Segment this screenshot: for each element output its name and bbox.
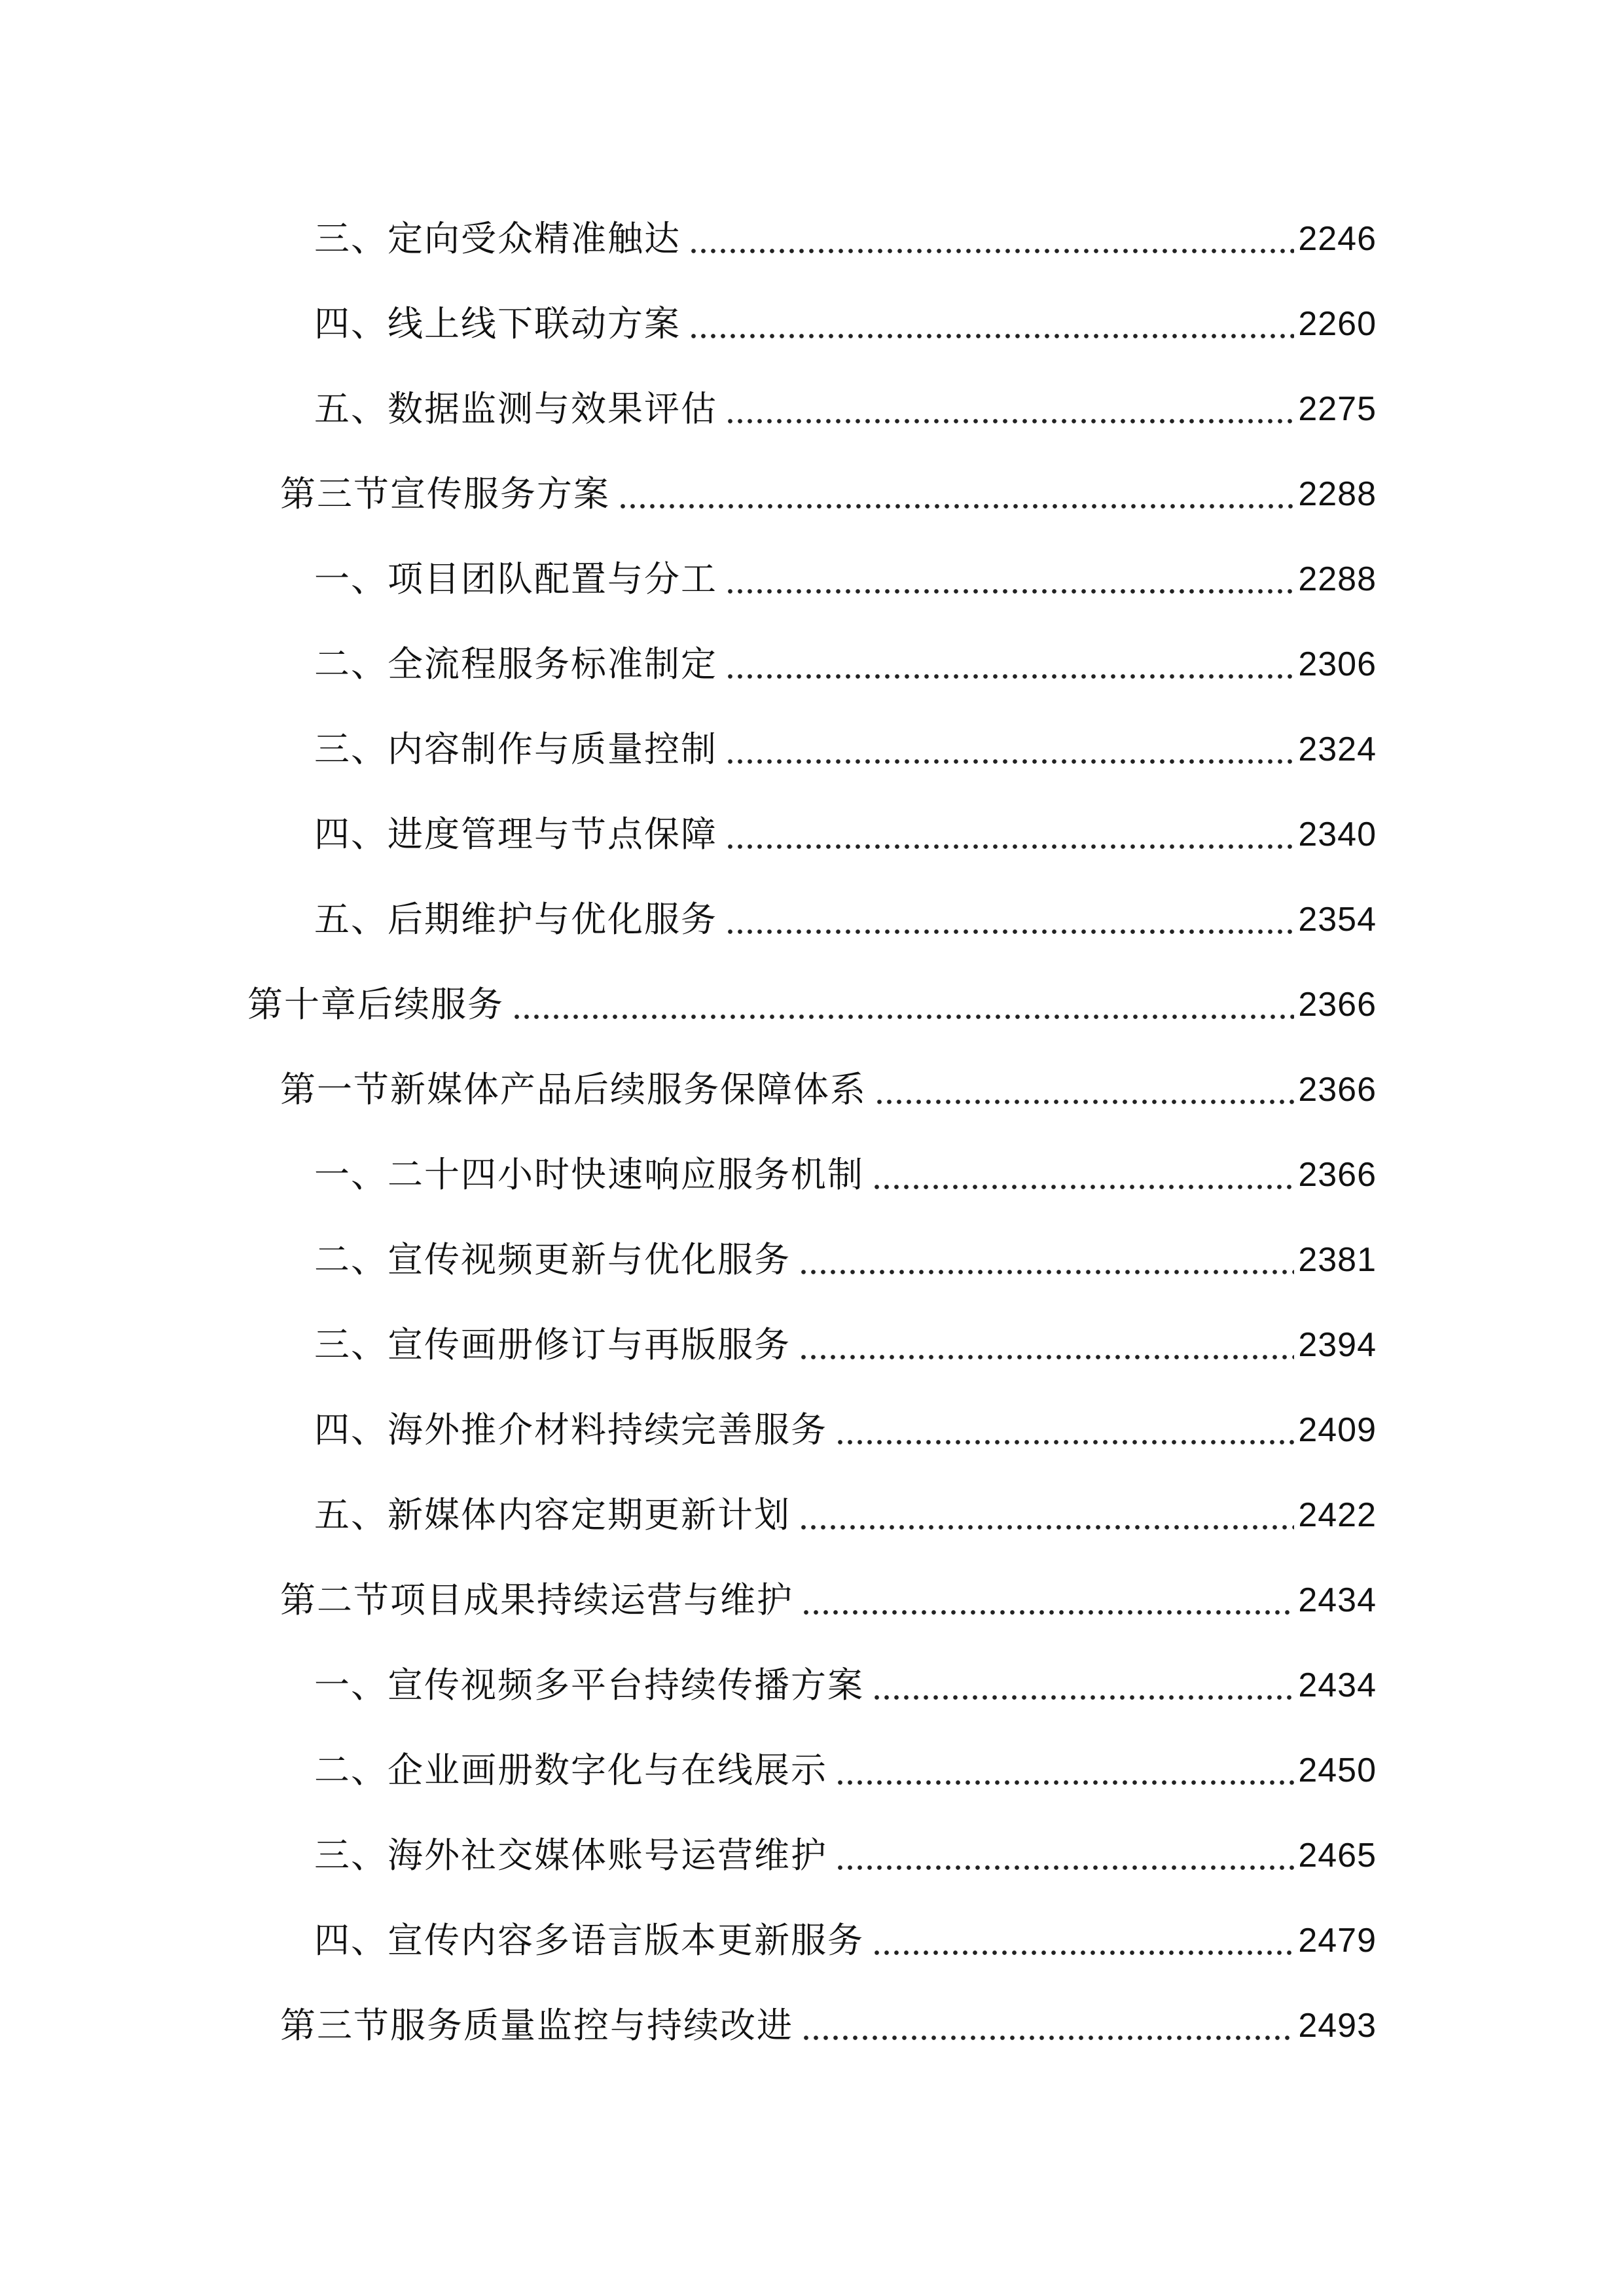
- toc-dot-leader: [512, 978, 1294, 1031]
- toc-entry[interactable]: [314, 1319, 1377, 1371]
- toc-page-number: 2366: [1298, 986, 1377, 1024]
- toc-dot-leader: [801, 1574, 1294, 1626]
- toc-entry[interactable]: [314, 1914, 1377, 1967]
- toc-dot-leader: [799, 1234, 1294, 1286]
- toc-entry-title: 一、项目团队配置与分工: [314, 558, 717, 600]
- toc-page-number: 2465: [1298, 1837, 1377, 1874]
- toc-entry-title: 四、海外推介材料持续完善服务: [314, 1409, 827, 1450]
- toc-entry-title: 五、后期维护与优化服务: [314, 899, 717, 940]
- toc-entry-title: 四、宣传内容多语言版本更新服务: [314, 1920, 864, 1961]
- toc-page-number: 2450: [1298, 1751, 1377, 1789]
- toc-page-number: 2434: [1298, 1581, 1377, 1619]
- toc-dot-leader: [725, 893, 1294, 946]
- toc-page-number: 2306: [1298, 645, 1377, 683]
- toc-page-number: 2409: [1298, 1411, 1377, 1449]
- toc-entry[interactable]: [314, 553, 1377, 605]
- toc-entry-title: 四、线上线下联动方案: [314, 303, 681, 344]
- toc-dot-leader: [872, 1149, 1294, 1201]
- toc-entry-title: 五、新媒体内容定期更新计划: [314, 1494, 791, 1535]
- toc-entry[interactable]: [314, 1234, 1377, 1286]
- toc-entry-title: 第三节服务质量监控与持续改进: [280, 2005, 793, 2046]
- toc-entry[interactable]: [280, 1064, 1377, 1116]
- toc-page-number: 2479: [1298, 1922, 1377, 1960]
- toc-entry[interactable]: [314, 893, 1377, 946]
- toc-dot-leader: [835, 1744, 1294, 1797]
- toc-entry[interactable]: [314, 1404, 1377, 1456]
- toc-entry[interactable]: [314, 213, 1377, 265]
- toc-page-number: 2493: [1298, 2007, 1377, 2045]
- toc-entry-title: 三、海外社交媒体账号运营维护: [314, 1835, 827, 1876]
- toc-entry-title: 第十章后续服务: [247, 984, 504, 1025]
- toc-entry[interactable]: [314, 1659, 1377, 1712]
- toc-dot-leader: [689, 213, 1294, 265]
- toc-dot-leader: [725, 553, 1294, 605]
- toc-entry[interactable]: [314, 383, 1377, 435]
- toc-page-number: 2394: [1298, 1326, 1377, 1364]
- toc-dot-leader: [725, 808, 1294, 861]
- toc-entry[interactable]: [314, 1829, 1377, 1882]
- toc-entry[interactable]: [314, 1744, 1377, 1797]
- toc-page-number: 2366: [1298, 1071, 1377, 1109]
- toc-entry[interactable]: [314, 638, 1377, 691]
- toc-page-number: 2381: [1298, 1241, 1377, 1279]
- toc-entry-title: 三、内容制作与质量控制: [314, 728, 717, 770]
- toc-entry-title: 一、宣传视频多平台持续传播方案: [314, 1664, 864, 1706]
- toc-page-number: 2260: [1298, 305, 1377, 343]
- toc-dot-leader: [799, 1489, 1294, 1541]
- toc-entry[interactable]: [314, 808, 1377, 861]
- toc-page-number: 2288: [1298, 560, 1377, 598]
- toc-dot-leader: [725, 638, 1294, 691]
- toc-page-number: 2366: [1298, 1156, 1377, 1194]
- toc-entry-title: 第三节宣传服务方案: [280, 473, 610, 514]
- toc-dot-leader: [725, 723, 1294, 776]
- toc-entry-title: 三、宣传画册修订与再版服务: [314, 1324, 791, 1365]
- toc-page-number: 2288: [1298, 475, 1377, 513]
- toc-entry-title: 一、二十四小时快速响应服务机制: [314, 1154, 864, 1195]
- toc-page-number: 2434: [1298, 1666, 1377, 1704]
- toc-entry-title: 二、宣传视频更新与优化服务: [314, 1239, 791, 1280]
- toc-entry[interactable]: [314, 723, 1377, 776]
- toc-entry-title: 二、全流程服务标准制定: [314, 643, 717, 685]
- toc-entry-title: 五、数据监测与效果评估: [314, 388, 717, 429]
- toc-dot-leader: [835, 1404, 1294, 1456]
- toc-page-number: 2324: [1298, 730, 1377, 768]
- toc-dot-leader: [875, 1064, 1294, 1116]
- toc-entry-title: 三、定向受众精准触达: [314, 218, 681, 259]
- toc-entry[interactable]: [314, 298, 1377, 350]
- toc-entry[interactable]: [314, 1149, 1377, 1201]
- toc-entry[interactable]: [280, 1574, 1377, 1626]
- toc-dot-leader: [872, 1914, 1294, 1967]
- toc-entry-title: 第一节新媒体产品后续服务保障体系: [280, 1069, 867, 1110]
- toc-page-number: 2275: [1298, 390, 1377, 428]
- toc-entry-title: 二、企业画册数字化与在线展示: [314, 1749, 827, 1791]
- toc-page-number: 2354: [1298, 901, 1377, 939]
- toc-entry-title: 四、进度管理与节点保障: [314, 814, 717, 855]
- toc-dot-leader: [618, 468, 1294, 520]
- toc-dot-leader: [872, 1659, 1294, 1712]
- toc-entry[interactable]: [247, 978, 1377, 1031]
- toc-dot-leader: [835, 1829, 1294, 1882]
- toc-entry[interactable]: [314, 1489, 1377, 1541]
- toc-entry[interactable]: [280, 2000, 1377, 2052]
- toc-dot-leader: [799, 1319, 1294, 1371]
- toc-page-number: 2422: [1298, 1496, 1377, 1534]
- toc-dot-leader: [689, 298, 1294, 350]
- toc-entry[interactable]: [280, 468, 1377, 520]
- toc-page-number: 2246: [1298, 220, 1377, 258]
- toc-dot-leader: [725, 383, 1294, 435]
- toc-entry-title: 第二节项目成果持续运营与维护: [280, 1579, 793, 1621]
- toc-page-number: 2340: [1298, 816, 1377, 853]
- toc-dot-leader: [801, 2000, 1294, 2052]
